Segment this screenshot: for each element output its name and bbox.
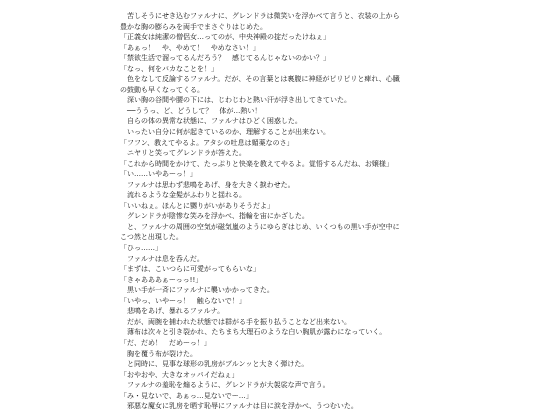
text-line: と同時に、見事な球形の乳房がブルンッと大きく弾けた。	[120, 360, 309, 369]
text-line: 豊かな胸の膨らみを両手でまさぐりはじめた。	[120, 22, 267, 31]
text-line: 悲鳴をあげ、暴れるファルナ。	[120, 307, 225, 316]
text-line: 「フフン、教えてやるよ。アタシの吐息は媚薬なのさ」	[120, 138, 294, 147]
text-line: ファルナは思わず悲鳴をあげ、身を大きく捩わせた。	[120, 180, 295, 189]
text-line: グレンドラが陰惨な笑みを浮かべ、指輪を宙にかざした。	[120, 212, 309, 221]
text-line: 邪悪な魔女に乳房を晒す恥辱にファルナは目に涙を浮かべ、うつむいた。	[120, 402, 358, 411]
text-line: 薄布は次々と引き裂かれ、たちまち大理石のような白い胸肌が露わになっていく。	[120, 328, 387, 337]
text-line: 「あぁっ！ や、やめて！ やめなさい！」	[120, 43, 260, 52]
text-line: ──ううっ、ど、どうして？ 体が…熱い！	[120, 106, 262, 115]
text-line: 「いいねぇ。ほんとに嬲りがいがありそうだよ」	[120, 201, 274, 210]
text-line: 「いやっ、いやーっ！ 触らないで！」	[120, 296, 246, 305]
text-line: 流れるような金髪がふわりと揺れる。	[120, 191, 246, 200]
text-line: 「禁欲生活で溜ってるんだろう？ 感じてるんじゃないのかい？」	[120, 54, 330, 63]
text-line: 「正義女は純潔の僧侶女…ってのが、中央神殿の掟だったけねぇ」	[120, 33, 330, 42]
text-line: 自らの体の異常な状態に、ファルナはひどく困惑した。	[120, 117, 302, 126]
text-line: 「み・見ないで、あぁっ…見ないでー…」	[120, 391, 253, 400]
document-body	[120, 11, 450, 412]
text-line: と、ファルナの周囲の空気が磁気嵐のようにゆらぎはじめ、いくつもの黒い手が空中に	[120, 222, 400, 231]
text-line: ファルナは息を呑んだ。	[120, 254, 204, 263]
text-line: こつ然と出現した。	[120, 233, 183, 242]
text-line: ニヤリと笑ってグレンドラが答えた。	[120, 149, 246, 158]
text-line: 「きゃあああぁーっっ!!」	[120, 275, 203, 284]
text-line: 「ひっ……」	[120, 244, 162, 253]
text-line: いったい自分に何が起きているのか、理解することが出来ない。	[120, 128, 330, 137]
text-line: 色をなして反論するファルナ。だが、その言葉とは裏腹に神経がピリピリと痺れ、心臓	[120, 75, 400, 84]
text-line: 黒い手が一斉にファルナに襲いかかってきた。	[120, 286, 274, 295]
text-line: 「なっ、何をバカなことを！」	[120, 64, 218, 73]
text-line: ファルナの羞恥を煽るように、グレンドラが大袈裟な声で言う。	[120, 381, 330, 390]
text-line: 苦しそうにせき込むファルナに、グレンドラは微笑いを浮かべて言うと、衣装の上から	[120, 12, 400, 20]
text-line: 深い胸の谷間や腰の下には、じわじわと熱い汗が浮き出してきていた。	[120, 96, 351, 105]
text-line: 「これから時間をかけて、たっぷりと快楽を教えてやるよ。覚悟するんだね、お嬢様」	[120, 159, 393, 168]
text-line: 「い……いやあーっ！」	[120, 170, 197, 179]
text-line: の鼓動も早くなってくる。	[120, 85, 204, 94]
text-line: 胸を覆う布が裂けた。	[120, 349, 197, 358]
text-line: 「まずは、こいつらに可愛がってもらいな」	[120, 265, 260, 274]
text-line: 「だ、だめ！ だめーっ！」	[120, 338, 211, 347]
text-line: 「おやおや、大きなオッパイだねぇ」	[120, 370, 239, 379]
text-line: だが、両腕を捕われた状態では群がる手を振り払うことなど出来ない。	[120, 317, 351, 326]
